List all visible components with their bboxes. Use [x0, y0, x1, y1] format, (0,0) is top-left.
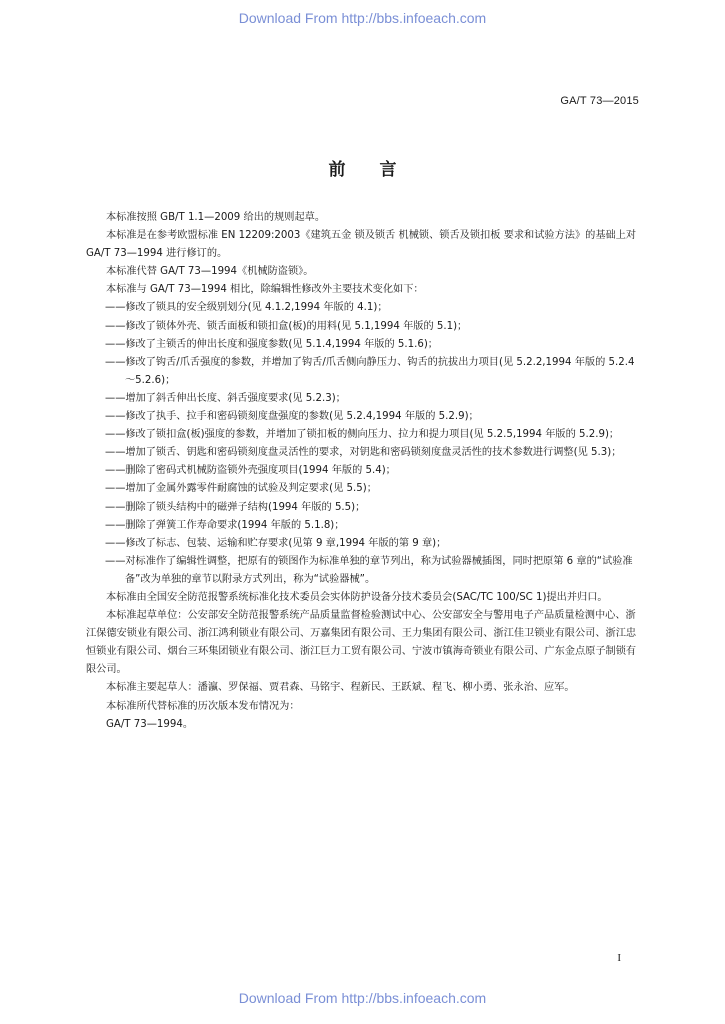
change-item: ——修改了钩舌/爪舌强度的参数，并增加了钩舌/爪舌侧向静压力、钩舌的抗拔出力项目(见 5.2.2,1994 年版的 5.2.4～5.2.6)； — [105, 356, 635, 386]
change-item: ——删除了锁头结构中的磁弹子结构(1994 年版的 5.5)； — [105, 501, 366, 513]
foreword-body — [86, 209, 642, 734]
change-item: ——删除了密码式机械防盗锁外壳强度项目(1994 年版的 5.4)； — [105, 465, 396, 477]
paragraph: 本标准所代替标准的历次版本发布情况为： — [106, 700, 300, 712]
paragraph: 本标准由全国安全防范报警系统标准化技术委员会实体防护设备分技术委员会(SAC/TC 100/SC 1)提出并归口。 — [106, 591, 608, 603]
change-item: ——增加了金属外露零件耐腐蚀的试验及判定要求(见 5.5)； — [105, 483, 377, 495]
standard-code: GA/T 73—2015 — [560, 95, 639, 107]
watermark-bottom: Download From http://bbs.infoeach.com — [238, 990, 487, 1006]
change-item: ——修改了锁扣盒(板)强度的参数，并增加了锁扣板的侧向压力、拉力和提力项目(见 5.2.5,1994 年版的 5.2.9)； — [105, 429, 620, 441]
change-item: ——修改了锁具的安全级别划分(见 4.1.2,1994 年版的 4.1)； — [105, 302, 388, 314]
page-title: 前言 — [328, 160, 431, 180]
change-item: ——修改了标志、包装、运输和贮存要求(见第 9 章,1994 年版的第 9 章)； — [105, 537, 447, 549]
history-entry: GA/T 73—1994。 — [106, 718, 194, 730]
paragraph: 本标准主要起草人：潘瀛、罗保福、贾君森、马铭宇、程新民、王跃斌、程飞、柳小勇、张永治、应军。 — [106, 682, 575, 694]
change-item: ——增加了锁舌、钥匙和密码锁刻度盘灵活性的要求，对钥匙和密码锁刻度盘灵活性的技术参数进行调整(见 5.3)； — [105, 447, 622, 459]
change-item: ——删除了弹簧工作寿命要求(1994 年版的 5.1.8)； — [105, 519, 345, 531]
page-number: I — [617, 952, 621, 964]
change-item: ——修改了锁体外壳、锁舌面板和锁扣盒(板)的用料(见 5.1,1994 年版的 5.1)； — [105, 320, 468, 332]
paragraph: 本标准按照 GB/T 1.1—2009 给出的规则起草。 — [106, 212, 326, 223]
change-item: ——修改了执手、拉手和密码锁刻度盘强度的参数(见 5.2.4,1994 年版的 5.2.9)； — [105, 411, 479, 423]
paragraph: 本标准与 GA/T 73—1994 相比，除编辑性修改外主要技术变化如下： — [106, 284, 424, 296]
paragraph: 本标准代替 GA/T 73—1994《机械防盗锁》。 — [106, 266, 314, 278]
change-item: ——对标准作了编辑性调整，把原有的锁图作为标准单独的章节列出，称为试验器械插图，同时把原第 6 章的“试验准备”改为单独的章节以附录方式列出，称为“试验器械”。 — [105, 555, 633, 585]
change-item: ——增加了斜舌伸出长度、斜舌强度要求(见 5.2.3)； — [105, 392, 346, 404]
paragraph: 本标准是在参考欧盟标准 EN 12209:2003《建筑五金 锁及锁舌 机械锁、锁舌及锁扣板 要求和试验方法》的基础上对 GA/T 73—1994 进行修订的。 — [86, 230, 637, 260]
paragraph: 本标准起草单位：公安部安全防范报警系统产品质量监督检验测试中心、公安部安全与警用电子产品质量检测中心、浙江保德安锁业有限公司、浙江鸿利锁业有限公司、万嘉集团有限公司、王力集团有限公司、浙江佳卫锁业有限公司、浙江忠恒锁业有限公司、烟台三环集团锁业有限公司、浙江巨力工贸有限公司、宁波市镇海奇锁业有限公司、广东金点原子制锁有限公司。 — [86, 610, 637, 676]
change-item: ——修改了主锁舌的伸出长度和强度参数(见 5.1.4,1994 年版的 5.1.6)； — [105, 338, 438, 350]
watermark-top: Download From http://bbs.infoeach.com — [238, 10, 487, 26]
